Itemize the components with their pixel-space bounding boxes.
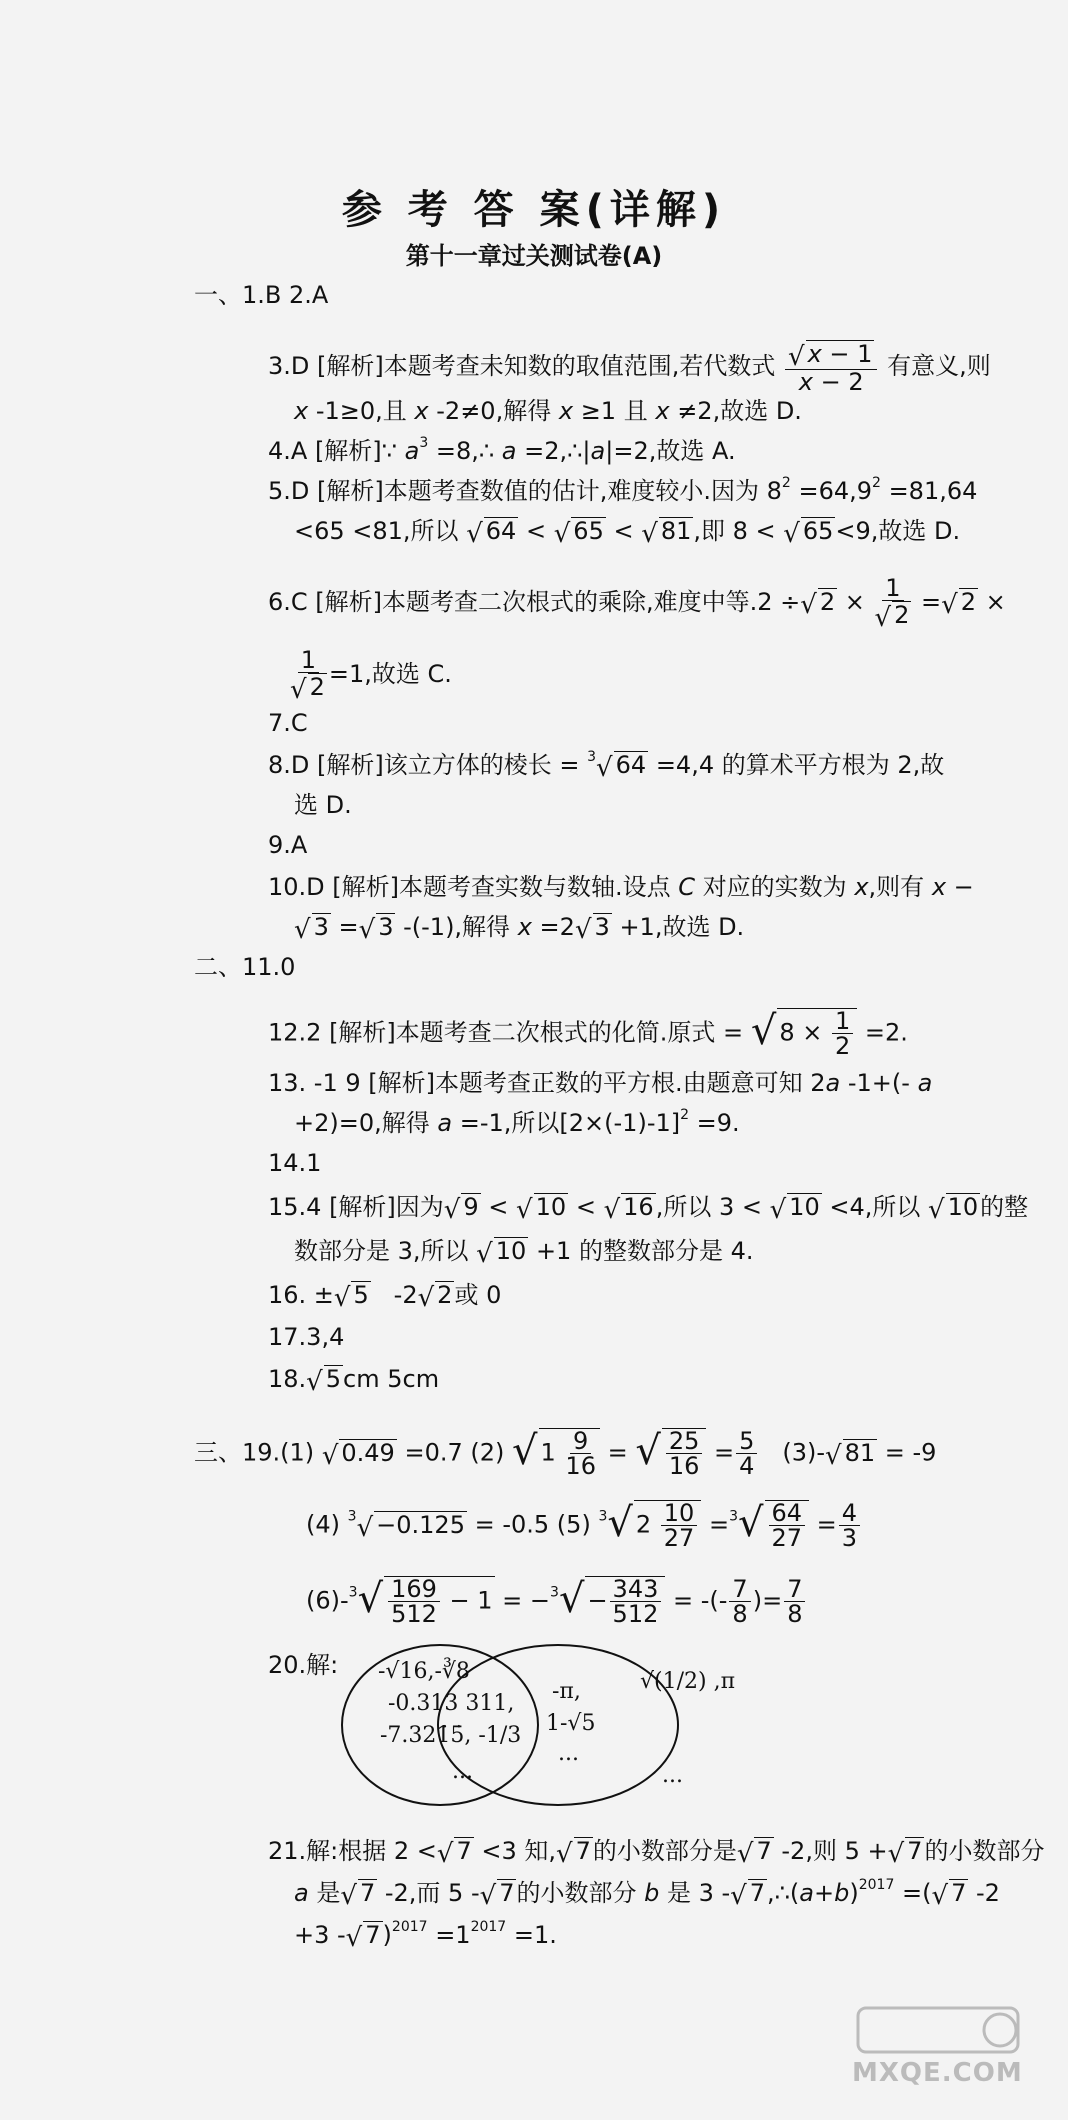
page-subtitle: 第十一章过关测试卷(A) [405, 242, 663, 270]
answer-q10-line2: √ 3 =√ 3 -(-1),解得 x =2√ 3 +1,故选 D. [294, 913, 745, 945]
answer-q1-q2: 一、1.B 2.A [194, 281, 329, 309]
answer-q17: 17.3,4 [268, 1323, 345, 1351]
answer-q11: 二、11.0 [194, 953, 296, 981]
answer-q19-row1: 三、19.(1) √ 0.49 =0.7 (2) √ 1 $\frac{9}{16}$ = √ $\frac{25}{16}$ = $\frac{5}{4}$ (3)-√ 81 = -9 [194, 1427, 937, 1480]
venn-middle-item: 1-√5 [546, 1711, 596, 1736]
answer-q6: 6.C [解析]本题考查二次根式的乘除,难度中等.2 ÷√ 2 × $\frac{1}{√ 2}$ =√ 2 × [268, 574, 1006, 633]
page-title: 参 考 答 案(详解) [341, 187, 727, 233]
answer-q18: 18.√ 5cm 5cm [268, 1365, 440, 1397]
venn-middle-item: -π, [552, 1679, 581, 1704]
answer-q21-line2: a 是√ 7 -2,而 5 -√ 7的小数部分 b 是 3 -√ $7,\therefore(a+b)^{2017}$ =(√ 7 -2 [294, 1877, 1000, 1911]
answer-q3-line2: x -1≥0,且 x -2≠0,解得 x ≥1 且 x ≠2,故选 D. [294, 397, 802, 425]
answer-q4: 4.A [解析]∵ $a^3$ =8,∴ a =2,∴|a|=2,故选 A. [268, 435, 736, 465]
answer-q12: 12.2 [解析]本题考查二次根式的化简.原式 = √ 8 × $\frac{1}{2}$ =2. [268, 1007, 908, 1060]
answer-q14: 14.1 [268, 1149, 322, 1177]
venn-diagram [340, 1640, 736, 1810]
venn-left-item: -7.321̇5̇, -1/3 [380, 1723, 522, 1748]
watermark-text: MXQE.COM [852, 2058, 1023, 2088]
answer-q19-row3: (6)-$^3$√ $\frac{169}{512}$ − 1 = −$^3$√ − $\frac{343}{512}$ = -(- $\frac{7}{8}$ )= $\frac{7}{8}$ [306, 1576, 807, 1626]
answer-q5-line2: <65 <81,所以 √ 64 < √ 65 < √ 81,即 8 < √ 65<9,故选 D. [294, 517, 961, 549]
answer-q8-line2: 选 D. [294, 791, 352, 819]
answer-q21: 21.解:根据 2 <√ 7 <3 知,√ 7的小数部分是√ 7 -2,则 5 +√ 7的小数部分 [268, 1837, 1045, 1869]
answer-q13-line2: +2)=0,解得 a =-1,所以$[2\times(-1)-1]^2 =9$. [294, 1107, 740, 1137]
answer-q6-line2: $\frac{1}{√ 2}$ =1,故选 C. [290, 646, 452, 705]
answer-q7: 7.C [268, 709, 308, 737]
venn-left-item: -0.313 311, [388, 1691, 515, 1716]
answer-q15: 15.4 [解析]因为√ 9 < √ 10 < √ 16,所以 3 < √ 10 <4,所以 √ 10的整 [268, 1193, 1029, 1225]
venn-right-item: √(1/2) ,π [640, 1669, 736, 1694]
answer-q19-row2: (4) $^3$√ −0.125 = -0.5 (5) $^3$√ 2 $\frac{10}{27}$ =$^3$√ $\frac{64}{27}$ = $\frac{4}{3}$ [306, 1500, 862, 1550]
answer-q20: 20.解: [268, 1651, 339, 1679]
answer-q10: 10.D [解析]本题考查实数与数轴.设点 C 对应的实数为 x,则有 x − [268, 873, 974, 901]
venn-right-item: ... [662, 1763, 683, 1788]
venn-left-item: ... [452, 1759, 473, 1784]
answer-q5: 5.D [解析]本题考查数值的估计,难度较小.因为 $8^2 =64,9^2 =81,64$ [268, 475, 978, 505]
venn-left-item: -√16,-∛8 [378, 1659, 470, 1684]
q3-fraction: $\frac{√ x - 1}{x - 2}$ [785, 340, 877, 394]
answer-q3: 3.D [解析]本题考查未知数的取值范围,若代数式 $\frac{√ x - 1}{x - 2}$ 有意义,则 [268, 340, 991, 396]
answer-q21-line3: +3 -√ $7)^{2017} =1^{2017} =1$. [294, 1919, 557, 1953]
venn-middle-item: ... [558, 1741, 579, 1766]
answer-q16: 16. ±√ 5 -2√ 2或 0 [268, 1281, 502, 1313]
answer-q13: 13. -1 9 [解析]本题考查正数的平方根.由题意可知 2a -1+(- a [268, 1069, 933, 1097]
answer-q9: 9.A [268, 831, 308, 859]
watermark-logo [838, 2000, 1038, 2090]
answer-q8: 8.D [解析]该立方体的棱长 = $^3$√ 64 =4,4 的算术平方根为 2,故 [268, 749, 945, 783]
answer-q15-line2: 数部分是 3,所以 √ 10 +1 的整数部分是 4. [294, 1237, 754, 1269]
